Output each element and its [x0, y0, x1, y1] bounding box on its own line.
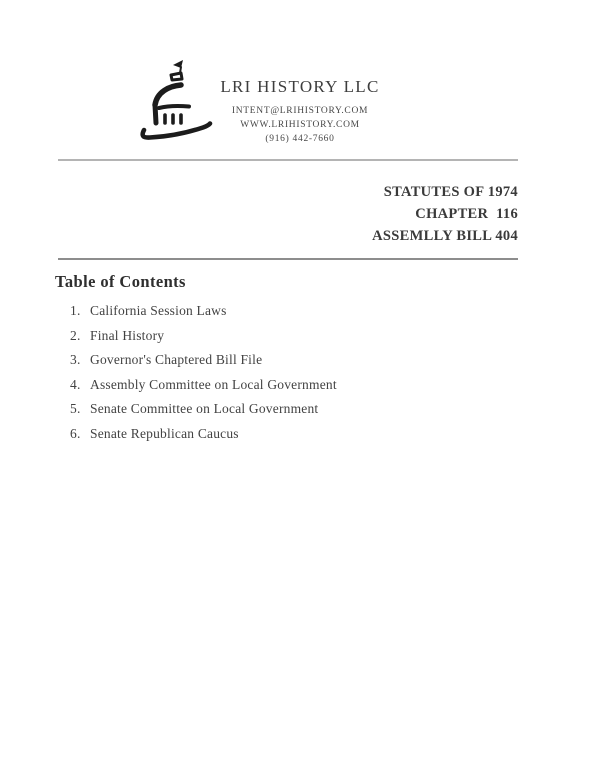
- letterhead: [0, 77, 600, 146]
- toc-list: [70, 304, 510, 452]
- toc-heading: Table of Contents: [55, 272, 186, 291]
- statutes-line: STATUTES OF 1974: [383, 184, 518, 200]
- toc-item: [70, 427, 510, 441]
- company-website: WWW.LRIHISTORY.COM: [240, 120, 360, 130]
- company-email: INTENT@LRIHISTORY.COM: [231, 106, 369, 116]
- toc-item: [70, 304, 510, 318]
- toc-item-number: 1.: [70, 303, 81, 318]
- toc-item-title: California Session Laws: [90, 303, 227, 318]
- divider-top: [58, 159, 518, 161]
- toc-item-number: 6.: [70, 425, 81, 441]
- toc-item: [70, 378, 510, 392]
- divider-bottom: [58, 258, 518, 260]
- toc-item: [70, 402, 510, 416]
- company-phone: (916) 442-7660: [265, 134, 335, 144]
- toc-item: [70, 329, 510, 343]
- toc-item-number: 4.: [70, 376, 81, 392]
- toc-item-title: Final History: [90, 327, 165, 343]
- chapter-line: CHAPTER 116: [415, 206, 518, 222]
- toc-item-number: 3.: [70, 352, 81, 368]
- toc-item-number: 2.: [70, 327, 81, 343]
- toc-item-title: Senate Committee on Local Government: [90, 401, 319, 417]
- toc-item-number: 5.: [70, 401, 81, 417]
- assembly-bill-line: ASSEMLLY BILL 404: [372, 228, 518, 244]
- toc-item: [70, 353, 510, 367]
- company-name: LRI HISTORY LLC: [220, 77, 380, 96]
- toc-item-title: Assembly Committee on Local Government: [90, 376, 337, 392]
- bill-reference-block: [58, 181, 518, 247]
- toc-item-title: Governor's Chaptered Bill File: [90, 352, 263, 368]
- toc-item-title: Senate Republican Caucus: [90, 425, 239, 441]
